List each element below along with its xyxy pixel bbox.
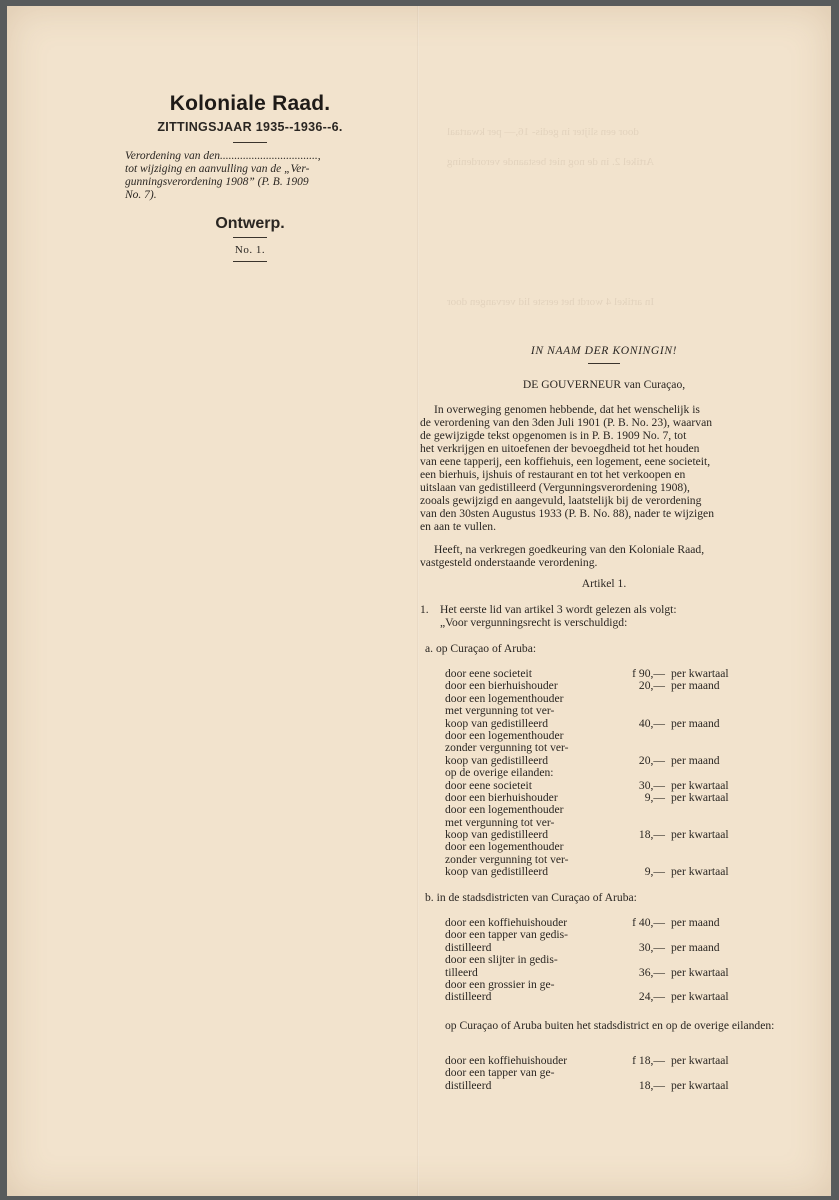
fee-description: door eene societeit — [445, 778, 532, 792]
invocation: IN NAAM DER KONINGIN! — [530, 344, 678, 357]
fee-description: door een logementhouder — [445, 691, 564, 705]
fee-description: koop van gedistilleerd — [445, 716, 549, 730]
fee-table-b — [445, 917, 745, 1004]
fee-period: per maand — [671, 753, 720, 767]
fee-amount: 18,— — [638, 1078, 665, 1092]
council-title: Koloniale Raad. — [169, 92, 331, 115]
fee-period: per maand — [671, 716, 720, 730]
fee-row — [445, 991, 745, 1003]
fee-description: door een tapper van ge- — [445, 1066, 555, 1080]
fee-description: zonder vergunning tot ver- — [445, 852, 569, 866]
fee-description: door een bierhuishouder — [445, 679, 558, 693]
fee-amount: 20,— — [638, 753, 665, 767]
fee-description: door een grossier in ge- — [445, 977, 555, 991]
document-header — [125, 92, 375, 262]
fee-description: door een bierhuishouder — [445, 790, 558, 804]
divider — [233, 142, 267, 143]
enactment-clause: Heeft, na verkregen goedkeuring van den Koloniale Raad, vastgesteld onderstaande verordening. — [420, 543, 705, 569]
fee-description: met vergunning tot ver- — [445, 815, 555, 829]
fee-amount: f 18,— — [632, 1054, 665, 1067]
outside-district-heading: op Curaçao of Aruba buiten het stadsdistrict en op de overige eilanden: — [445, 1019, 775, 1032]
governor-line: DE GOUVERNEUR van Curaçao, — [522, 378, 686, 391]
page-fold — [417, 6, 419, 1196]
fee-description: door eene societeit — [445, 667, 532, 680]
fee-period: per kwartaal — [671, 828, 729, 842]
fee-description: distilleerd — [445, 990, 492, 1004]
bleed-through-text: Artikel 2. in de nog niet bestaande verordening — [447, 156, 655, 168]
fee-table-c — [445, 1055, 745, 1092]
fee-amount: 36,— — [638, 965, 665, 979]
fee-amount: 40,— — [638, 716, 665, 730]
fee-amount: 20,— — [638, 679, 665, 693]
fee-description: met vergunning tot ver- — [445, 704, 555, 718]
document-page — [7, 6, 831, 1196]
fee-amount: f 90,— — [632, 667, 665, 680]
fee-period: per maand — [671, 940, 720, 954]
fee-description: op de overige eilanden: — [445, 766, 554, 780]
fee-period: per kwartaal — [671, 1054, 729, 1067]
ordinance-subject: Verordening van den.................................., tot wijziging en aanvulling van de „Ver- gunningsverordening 1908” (P. B. 1909 No. 7). — [125, 150, 321, 201]
fee-description: tilleerd — [445, 965, 478, 979]
fee-row — [445, 767, 745, 779]
fee-description: door een koffiehuishouder — [445, 1054, 568, 1067]
fee-table-a — [445, 668, 745, 879]
draft-label: Ontwerp. — [215, 215, 285, 232]
session-year: ZITTINGSJAAR 1935--1936--6. — [157, 120, 343, 134]
fee-amount: 24,— — [638, 990, 665, 1004]
fee-description: door een tapper van gedis- — [445, 928, 568, 942]
fee-description: koop van gedistilleerd — [445, 828, 549, 842]
fee-row — [445, 929, 745, 941]
fee-description: koop van gedistilleerd — [445, 753, 549, 767]
divider — [588, 363, 620, 364]
fee-amount: f 40,— — [632, 916, 665, 929]
divider — [233, 261, 267, 262]
fee-description: door een logementhouder — [445, 840, 564, 854]
fee-description: koop van gedistilleerd — [445, 865, 549, 879]
fee-description: door een slijter in gedis- — [445, 953, 558, 967]
fee-amount: 9,— — [644, 790, 665, 804]
fee-row — [445, 1067, 745, 1079]
bleed-through-text: door een slijter in gedis- 16,— per kwartaal — [447, 126, 639, 138]
fee-row — [445, 866, 745, 878]
fee-amount: 30,— — [638, 778, 665, 792]
fee-description: zonder vergunning tot ver- — [445, 741, 569, 755]
fee-description: door een koffiehuishouder — [445, 916, 568, 929]
fee-row — [445, 705, 745, 717]
fee-row — [445, 742, 745, 754]
preamble: In overweging genomen hebbende, dat het wenschelijk is de verordening van den 3den Juli 1901 (P. B. No. 23), waarvan de gewijzigde tekst opgenomen is in P. B. 1909 No. 7, tot het verkrijgen en uitoefenen der bevoegdheid tot het houden van eene tapperij, een koffiehuis, een logement, eene societeit, een bierhuis, ijshuis of restaurant en tot het verkoopen en uitslaan van gedistilleerd (Vergunningsverordening 1908), zooals gewijzigd en aangevuld, laatstelijk bij de verordening van den 30sten Augustus 1933 (P. B. No. 88), nader te wijzigen en aan te vullen. — [420, 403, 714, 533]
fee-period: per kwartaal — [671, 790, 729, 804]
fee-amount: 9,— — [644, 865, 665, 879]
divider — [233, 237, 267, 238]
fee-amount: 30,— — [638, 940, 665, 954]
fee-period: per maand — [671, 679, 720, 693]
fee-description: distilleerd — [445, 1078, 492, 1092]
fee-period: per kwartaal — [671, 965, 729, 979]
fee-period: per kwartaal — [671, 990, 729, 1004]
article-title: Artikel 1. — [581, 577, 627, 590]
fee-row — [445, 1080, 745, 1092]
section-b-label: b. in de stadsdistricten van Curaçao of Aruba: — [425, 891, 637, 904]
fee-period: per kwartaal — [671, 667, 729, 680]
fee-period: per kwartaal — [671, 1078, 729, 1092]
fee-description: door een logementhouder — [445, 803, 564, 817]
fee-period: per kwartaal — [671, 778, 729, 792]
fee-row — [445, 680, 745, 692]
item-number: 1. — [420, 603, 429, 616]
fee-description: door een logementhouder — [445, 728, 564, 742]
document-number: No. 1. — [234, 244, 266, 256]
fee-row — [445, 841, 745, 853]
bleed-through-text: In artikel 4 wordt het eerste lid vervangen door — [447, 296, 655, 308]
fee-row — [445, 954, 745, 966]
section-a-label: a. op Curaçao of Aruba: — [425, 642, 537, 655]
fee-period: per maand — [671, 916, 720, 929]
fee-description: distilleerd — [445, 940, 492, 954]
article-item-1: 1. Het eerste lid van artikel 3 wordt gelezen als volgt: „Voor vergunningsrecht is verschuldigd: — [420, 603, 677, 629]
fee-row — [445, 804, 745, 816]
fee-period: per kwartaal — [671, 865, 729, 879]
fee-amount: 18,— — [638, 828, 665, 842]
